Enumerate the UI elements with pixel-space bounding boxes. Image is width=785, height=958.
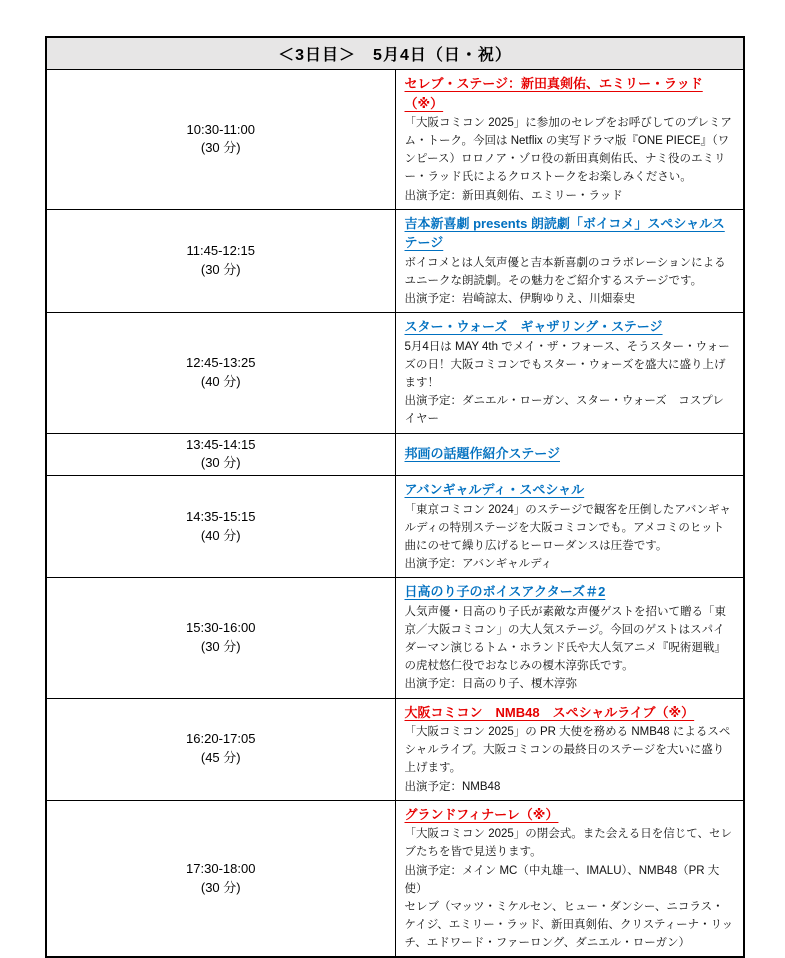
time-duration: (30 分) [200,638,241,654]
event-description: 「東京コミコン 2024」のステージで観客を圧倒したアバンギャルディの特別ステージを大阪コミコンでも。アメコミのヒット曲にのせて繰り広げるヒーローダンスは圧巻です。 [404,503,731,553]
time-range: 14:35-15:15 [186,508,256,524]
time-range: 17:30-18:00 [186,860,256,876]
time-range: 10:30-11:00 [186,121,255,137]
event-cell [395,433,744,476]
time-cell [46,433,395,476]
time-duration: (40 分) [200,373,241,389]
event-cell [395,70,744,210]
event-title-link[interactable]: セレブ・ステージ：新田真剣佑、エミリー・ラッド（※） [404,76,703,111]
schedule-row [46,70,744,210]
event-cast: 出演予定：新田真剣佑、エミリー・ラッド [404,189,623,202]
event-cast: 出演予定：岩崎諒太、伊駒ゆりえ、川畑泰史 [404,293,636,306]
time-cell [46,698,395,800]
schedule-row [46,209,744,312]
event-description: 「大阪コミコン 2025」に参加のセレブをお呼びしてのプレミアム・トーク。今回は Netflix の実写ドラマ版『ONE PIECE』（ワンピース）ロロノア・ゾロ役の新田真剣佑氏、ナミ役のエミリー・ラッド氏によるクロストークをお楽しみください。 [404,117,732,184]
event-title-link[interactable]: 邦画の話題作紹介ステージ [404,446,560,462]
time-duration: (30 分) [200,879,241,895]
event-cell [395,578,744,698]
schedule-row [46,476,744,578]
event-cell [395,800,744,957]
schedule-table [45,36,745,958]
event-cast: 出演予定：アバンギャルディ [404,558,553,571]
time-cell [46,476,395,578]
time-range: 11:45-12:15 [186,243,255,259]
event-cell [395,698,744,800]
schedule-row [46,313,744,433]
page-title: ＜3日目＞ 5月4日（日・祝） [46,37,744,70]
event-cast-celebs: セレブ（マッツ・ミケルセン、ヒュー・ダンシー、ニコラス・ケイジ、エミリー・ラッド、新田真剣佑、クリスティーナ・リッチ、エドワード・ファーロング、ダニエル・ローガン） [404,900,734,950]
time-range: 15:30-16:00 [186,620,256,636]
event-title-link[interactable]: アバンギャルディ・スペシャル [404,482,585,498]
schedule-row [46,578,744,698]
event-cast: 出演予定：ダニエル・ローガン、スター・ウォーズ コスプレイヤー [404,395,724,426]
time-range: 13:45-14:15 [186,436,256,452]
schedule-row [46,698,744,800]
time-cell [46,70,395,210]
header-row [46,37,744,70]
time-cell [46,578,395,698]
event-description: 「大阪コミコン 2025」の PR 大使を務める NMB48 によるスペシャルライブ。大阪コミコンの最終日のステージを大いに盛り上げます。 [404,726,731,775]
event-title-link[interactable]: グランドフィナーレ（※） [404,806,559,822]
event-cell [395,209,744,312]
event-cast: 出演予定：NMB48 [404,780,501,793]
event-title-link[interactable]: スター・ウォーズ ギャザリング・ステージ [404,319,663,335]
time-duration: (40 分) [200,527,241,543]
time-duration: (45 分) [200,750,241,766]
event-description: 5月4日は MAY 4th でメイ・ザ・フォース、そうスター・ウォーズの日！大阪コミコンでもスター・ウォーズを盛大に盛り上げます！ [404,340,730,390]
time-duration: (30 分) [200,140,241,156]
time-cell [46,209,395,312]
event-title-link[interactable]: 大阪コミコン NMB48 スペシャルライブ（※） [404,704,695,720]
event-description: ボイコメとは人気声優と吉本新喜劇のコラボレーションによるユニークな朗読劇。その魅力をご紹介するステージです。 [404,256,726,287]
time-duration: (30 分) [200,262,241,278]
schedule-row [46,800,744,957]
event-cast: 出演予定：メイン MC（中丸雄一、IMALU）、NMB48（PR 大使） [404,864,720,895]
time-cell [46,800,395,957]
event-title-link[interactable]: 日高のり子のボイスアクターズ＃2 [404,584,606,600]
event-cell [395,476,744,578]
time-range: 16:20-17:05 [186,731,256,747]
time-cell [46,313,395,433]
time-duration: (30 分) [200,455,241,471]
event-description: 「大阪コミコン 2025」の閉会式。また会える日を信じて、セレブたちを皆で見送ります。 [404,828,733,859]
event-title-link[interactable]: 吉本新喜劇 presents 朗読劇「ボイコメ」スペシャルステージ [404,215,725,251]
schedule-row [46,433,744,476]
event-description: 人気声優・日高のり子氏が素敵な声優ゲストを招いて贈る「東京／大阪コミコン」の大人気ステージ。今回のゲストはスパイダーマン演じるトム・ホランド氏や大人気アニメ『呪術廻戦』の虎杖悠仁役でおなじみの榎木淳弥氏です。 [404,605,727,673]
event-cast: 出演予定：日高のり子、榎木淳弥 [404,678,577,691]
event-cell [395,313,744,433]
schedule-body [46,70,744,958]
time-range: 12:45-13:25 [186,355,256,371]
